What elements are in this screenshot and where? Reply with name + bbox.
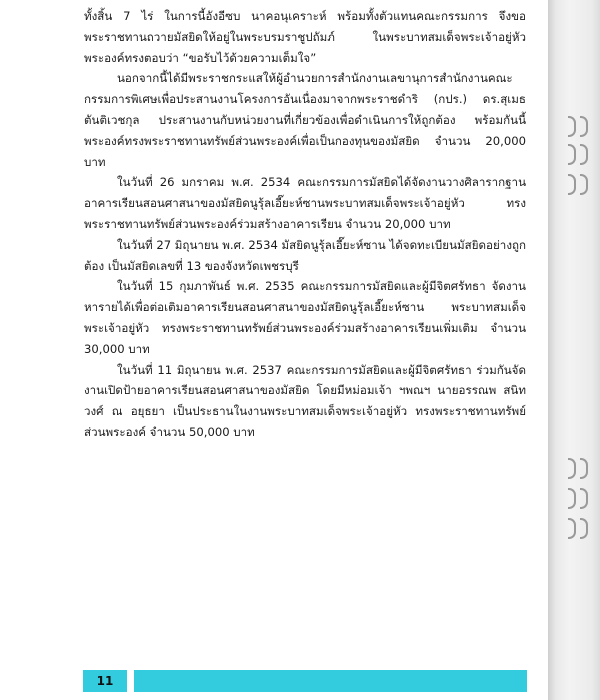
binding-ring-icon xyxy=(580,458,588,479)
paragraph-5: ในวันที่ 15 กุมภาพันธ์ พ.ศ. 2535 คณะกรรมการมัสยิดและผู้มีจิตศรัทธา จัดงานหารายได้เพื่อต่อเติมอาคารเรียนสอนศาสนาของมัสยิดนูรุ้ลเอี๊ยะห์ซาน พระบาทสมเด็จพระเจ้าอยู่หัว ทรงพระราชทานทรัพย์ส่วนพระองค์ร่วมสร้างอาคารเรียนเพิ่มเติม จำนวน 30,000 บาท xyxy=(84,279,526,356)
paragraph-6: ในวันที่ 11 มิถุนายน พ.ศ. 2537 คณะกรรมการมัสยิดและผู้มีจิตศรัทธา ร่วมกันจัดงานเปิดป้ายอาคารเรียนสอนศาสนาของมัสยิด โดยมีหม่อมเจ้า ฯพณฯ นายอรรณพ สนิทวงศ์ ณ อยุธยา เป็นประธานในงานพระบาทสมเด็จพระเจ้าอยู่หัว ทรงพระราชทานทรัพย์ส่วนพระองค์ จำนวน 50,000 บาท xyxy=(84,362,526,439)
binding-ring-icon xyxy=(568,116,576,137)
binding-ring-icon xyxy=(568,144,576,165)
binding-spine xyxy=(548,0,600,700)
page-number: 11 xyxy=(83,670,127,692)
binding-ring-icon xyxy=(568,174,576,195)
paragraph-3: ในวันที่ 26 มกราคม พ.ศ. 2534 คณะกรรมการมัสยิดได้จัดงานวางศิลารากฐานอาคารเรียนสอนศาสนาของมัสยิดนูรุ้ลเอี๊ยะห์ซานพระบาทสมเด็จพระเจ้าอยู่หัว ทรงพระราชทานทรัพย์ส่วนพระองค์ร่วมสร้างอาคารเรียน จำนวน 20,000 บาท xyxy=(84,175,526,231)
paragraph-4: ในวันที่ 27 มิถุนายน พ.ศ. 2534 มัสยิดนูรุ้ลเอี๊ยะห์ซาน ได้จดทะเบียนมัสยิดอย่างถูกต้อง เป็นมัสยิดเลขที่ 13 ของจังหวัดเพชรบุรี xyxy=(84,237,527,273)
binding-ring-icon xyxy=(580,144,588,165)
binding-ring-icon xyxy=(568,518,576,539)
binding-ring-icon xyxy=(580,518,588,539)
footer-bar xyxy=(134,670,527,692)
paragraph-1: ทั้งสิ้น 7 ไร่ ในการนี้อังอีซบ นาคอนุเคราะห์ พร้อมทั้งตัวแทนคณะกรรมการ จึงขอพระราชทานถวายมัสยิดให้อยู่ในพระบรมราชูปถัมภ์ ในพระบาทสมเด็จพระเจ้าอยู่หัว พระองค์ทรงตอบว่า “ขอรับไว้ด้วยความเต็มใจ” xyxy=(84,9,526,65)
binding-ring-icon xyxy=(580,174,588,195)
body-text xyxy=(84,6,526,443)
paragraph-2: นอกจากนี้ได้มีพระราชกระแสให้ผู้อำนวยการสำนักงานเลขานุการสำนักงานคณะกรรมการพิเศษเพื่อประสานงานโครงการอันเนื่องมาจากพระราชดำริ (กปร.) ดร.สุเมธ ตันติเวชกุล ประสานงานกับหน่วยงานที่เกี่ยวข้องเพื่อดำเนินการให้ถูกต้อง พร้อมกันนี้พระองค์ทรงพระราชทานทรัพย์ส่วนพระองค์เพื่อเป็นกองทุนของมัสยิด จำนวน 20,000 บาท xyxy=(84,71,526,169)
binding-ring-icon xyxy=(568,458,576,479)
binding-ring-icon xyxy=(580,488,588,509)
binding-ring-icon xyxy=(568,488,576,509)
binding-ring-icon xyxy=(580,116,588,137)
